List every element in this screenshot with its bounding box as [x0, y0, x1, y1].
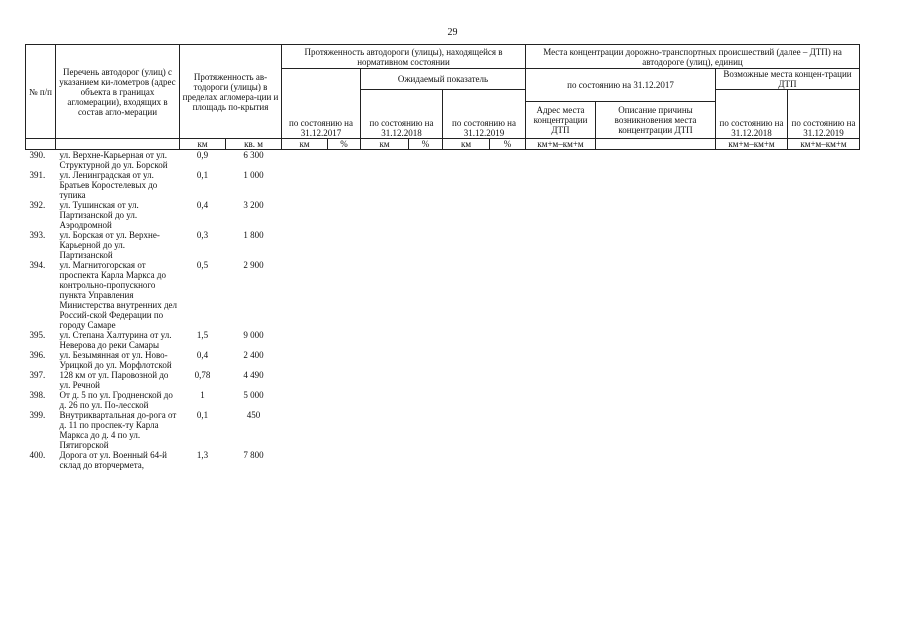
header-dtp-2017: по состоянию на 31.12.2017 [526, 69, 716, 102]
unit-km-2017: км [282, 139, 328, 150]
row-number: 394. [29, 260, 46, 270]
row-road-name: ул. Борская от ул. Верхне-Карьерной до ул. Партизанской [59, 230, 160, 260]
row-road-name: ул. Степана Халтурина от ул. Неверова до реки Самары [59, 330, 172, 350]
row-area-sqm: 2 400 [243, 350, 264, 360]
table-row [26, 410, 860, 450]
row-area-sqm: 1 800 [243, 230, 264, 240]
row-number: 396. [29, 350, 46, 360]
row-length-km: 0,78 [194, 370, 211, 380]
row-road-name: Дорога от ул. Военный 64-й склад до вторчермета, [59, 450, 167, 470]
header-normative: Протяженность автодороги (улицы), находящейся в нормативном состоянии [282, 45, 526, 69]
table-row [26, 350, 860, 370]
table-row [26, 390, 860, 410]
row-length-km: 1 [200, 390, 205, 400]
row-length-km: 0,1 [196, 410, 209, 420]
table-body [26, 150, 860, 471]
unit-sqm: кв. м [226, 139, 282, 150]
row-area-sqm: 7 800 [243, 450, 264, 460]
row-length-km: 1,3 [196, 450, 209, 460]
table-row [26, 150, 860, 171]
row-area-sqm: 4 490 [243, 370, 264, 380]
row-area-sqm: 450 [246, 410, 261, 420]
table-row [26, 260, 860, 330]
unit-kmm-2018: км+м–км+м [716, 139, 788, 150]
table-row [26, 170, 860, 200]
row-road-name: ул. Безымянная от ул. Ново-Урицкой до ул. Морфлотской [59, 350, 172, 370]
row-number: 392. [29, 200, 46, 210]
table-row [26, 370, 860, 390]
row-area-sqm: 6 300 [243, 150, 264, 160]
unit-blank-num [26, 139, 56, 150]
unit-kmm-2019: км+м–км+м [788, 139, 860, 150]
unit-kmm-address: км+м–км+м [526, 139, 596, 150]
row-length-km: 0,3 [196, 230, 209, 240]
header-possible-2018: по состоянию на 31.12.2018 [716, 90, 788, 139]
row-length-km: 0,5 [196, 260, 209, 270]
row-length-km: 1,5 [196, 330, 209, 340]
unit-km-2018: км [361, 139, 409, 150]
table-row [26, 230, 860, 260]
row-road-name: ул. Тушинская от ул. Партизанской до ул. Аэродромной [59, 200, 139, 230]
header-num: № п/п [26, 45, 56, 139]
row-number: 393. [29, 230, 46, 240]
header-expected: Ожидаемый показатель [361, 69, 526, 90]
row-number: 397. [29, 370, 46, 380]
row-length-km: 0,4 [196, 200, 209, 210]
roads-table [25, 44, 860, 470]
row-road-name: От д. 5 по ул. Гродненской до д. 26 по ул. По-лесской [59, 390, 173, 410]
row-length-km: 0,9 [196, 150, 209, 160]
table-row [26, 450, 860, 470]
row-number: 391. [29, 170, 46, 180]
header-reason: Описание причины возникновения места концентрации ДТП [596, 102, 716, 139]
header-road-list: Перечень автодорог (улиц) с указанием ки-лометров (адрес объекта в границах агломерации), входящих в состав агло-мерации [56, 45, 180, 139]
header-as-of-2018: по состоянию на 31.12.2018 [361, 90, 443, 139]
unit-km: км [180, 139, 226, 150]
unit-blank-name [56, 139, 180, 150]
row-road-name: Внутриквартальная до-рога от д. 11 по проспек-ту Карла Маркса до д. 4 по ул. Пятигорской [59, 410, 177, 450]
header-length: Протяженность ав-тодороги (улицы) в пределах агломера-ции и площадь по-крытия [180, 45, 282, 139]
row-area-sqm: 9 000 [243, 330, 264, 340]
header-possible: Возможные места концен-трации ДТП [716, 69, 860, 90]
row-number: 399. [29, 410, 46, 420]
header-dtp: Места концентрации дорожно-транспортных происшествий (далее – ДТП) на автодороге (улиц), единиц [526, 45, 860, 69]
unit-km-2019: км [443, 139, 490, 150]
table-row [26, 330, 860, 350]
row-number: 390. [29, 150, 46, 160]
row-area-sqm: 5 000 [243, 390, 264, 400]
table-row [26, 200, 860, 230]
unit-pct-2019: % [490, 139, 526, 150]
row-number: 395. [29, 330, 46, 340]
row-area-sqm: 2 900 [243, 260, 264, 270]
row-area-sqm: 3 200 [243, 200, 264, 210]
page-number: 29 [447, 27, 458, 38]
row-number: 400. [29, 450, 46, 460]
row-road-name: ул. Ленинградская от ул. Братьев Коростелевых до тупика [59, 170, 158, 200]
header-possible-2019: по состоянию на 31.12.2019 [788, 90, 860, 139]
row-road-name: ул. Магнитогорская от проспекта Карла Маркса до контрольно-пропускного пункта Управления Министерства внутренних дел Россий-ской Федерации по городу Самаре [59, 260, 178, 330]
header-as-of-2017: по состоянию на 31.12.2017 [282, 69, 361, 139]
unit-blank-reason [596, 139, 716, 150]
unit-pct-2018: % [409, 139, 443, 150]
row-road-name: ул. Верхне-Карьерная от ул. Структурной до ул. Борской [59, 150, 168, 170]
row-length-km: 0,1 [196, 170, 209, 180]
header-as-of-2019: по состоянию на 31.12.2019 [443, 90, 526, 139]
row-road-name: 128 км от ул. Паровозной до ул. Речной [59, 370, 169, 390]
unit-pct-2017: % [328, 139, 361, 150]
row-number: 398. [29, 390, 46, 400]
header-address: Адрес места концентрации ДТП [526, 102, 596, 139]
row-length-km: 0,4 [196, 350, 209, 360]
row-area-sqm: 1 000 [243, 170, 264, 180]
